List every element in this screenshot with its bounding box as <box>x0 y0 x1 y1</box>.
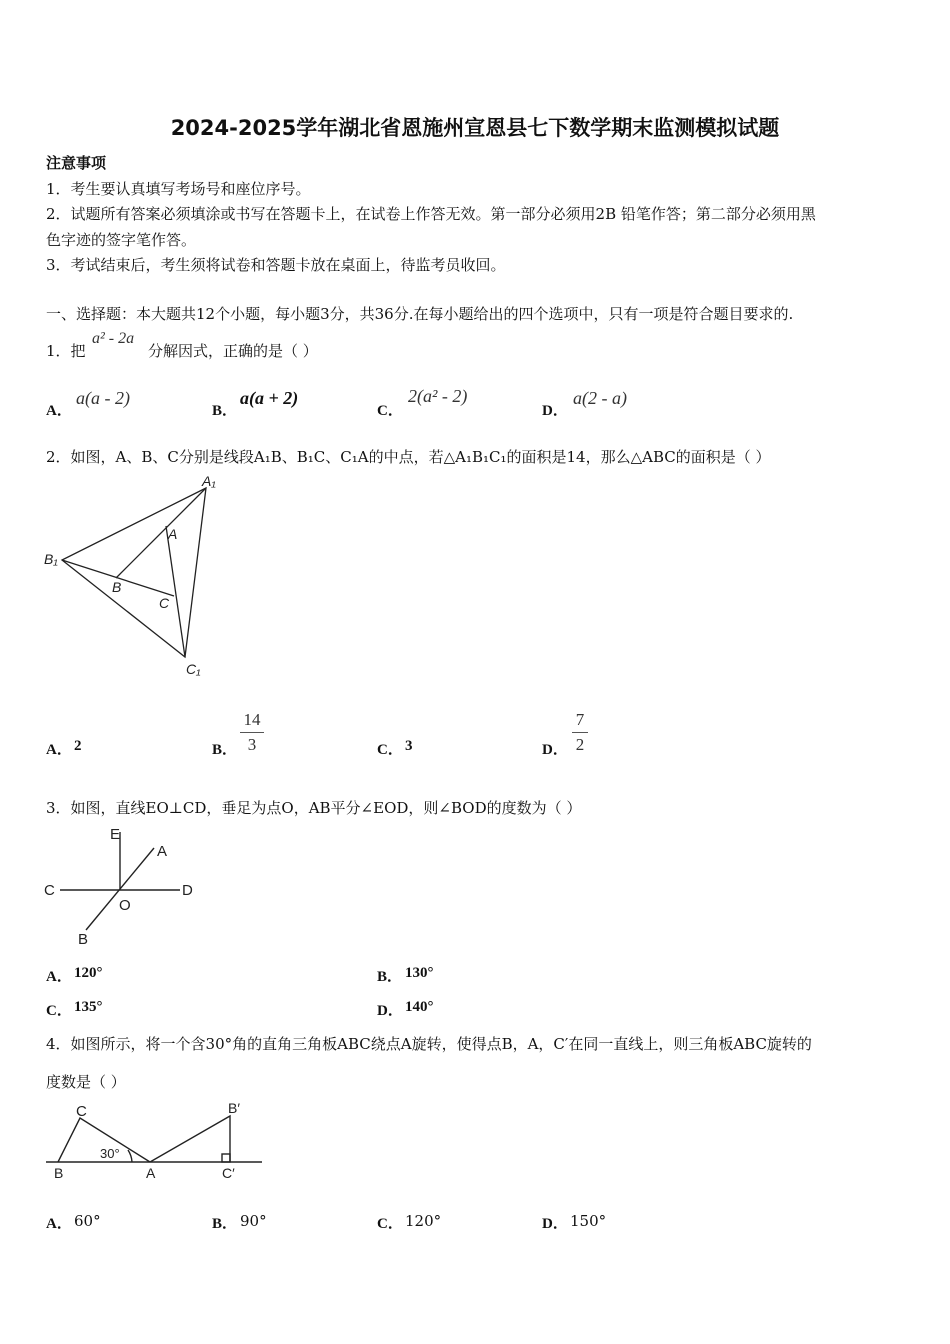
q4-text-line1: 4．如图所示，将一个含30°角的直角三角板ABC绕点A旋转，使得点B，A，C′在同一直线上，则三角板ABC旋转的 <box>46 1035 812 1053</box>
right-angle-mark <box>222 1154 230 1162</box>
q4-option-a-label: A． <box>46 1216 72 1232</box>
notice-item: 2．试题所有答案必须填涂或书写在答题卡上，在试卷上作答无效。第一部分必须用2B 铅笔作答；第二部分必须用黑 <box>46 205 816 223</box>
label-b: B <box>112 579 122 595</box>
q3-option-b-label: B． <box>377 969 403 985</box>
label-o: O <box>119 897 131 914</box>
q1-option-c-label: C． <box>377 403 403 419</box>
fraction-denominator: 2 <box>575 735 585 754</box>
fraction-bar <box>572 732 588 733</box>
label-e: E <box>110 826 121 843</box>
notice-item: 1．考生要认真填写考场号和座位序号。 <box>46 180 311 198</box>
label-b: B <box>78 931 89 948</box>
q1-option-d: a(2 - a) <box>573 388 627 408</box>
q1-option-a-label: A． <box>46 403 72 419</box>
label-a: A <box>168 526 178 542</box>
triangle-ab-prime-c-prime <box>150 1116 230 1162</box>
q4-option-c-label: C． <box>377 1216 403 1232</box>
q2-option-c-label: C． <box>377 742 403 758</box>
q3-option-d-label: D． <box>377 1003 403 1019</box>
q2-option-d-label: D． <box>542 742 568 758</box>
q1-option-d-label: D． <box>542 403 568 419</box>
label-c1: C₁ <box>186 661 201 677</box>
q3-option-d: 140° <box>405 999 434 1015</box>
segment-c1a <box>166 526 185 657</box>
q3-option-c-label: C． <box>46 1003 72 1019</box>
q2-option-b-fraction <box>240 710 264 755</box>
q1-option-b-label: B． <box>212 403 238 419</box>
notice-item: 3．考试结束后，考生须将试卷和答题卡放在桌面上，待监考员收回。 <box>46 256 506 274</box>
label-a: A <box>146 1165 156 1181</box>
label-b1: B₁ <box>44 551 58 567</box>
label-angle: 30° <box>100 1146 120 1161</box>
q4-option-c: 120° <box>405 1212 442 1230</box>
q3-text: 3．如图，直线EO⊥CD，垂足为点O，AB平分∠EOD，则∠BOD的度数为（ ） <box>46 799 582 817</box>
fraction-numerator: 7 <box>575 710 585 729</box>
q3-option-c: 135° <box>74 999 103 1015</box>
q3-figure <box>40 822 210 952</box>
q1-expression: a² - 2a <box>92 330 135 347</box>
q4-option-d: 150° <box>570 1212 607 1230</box>
page-title: 2024-2025学年湖北省恩施州宣恩县七下数学期末监测模拟试题 <box>170 116 780 140</box>
fraction-numerator: 14 <box>243 710 261 729</box>
label-b: B <box>54 1165 64 1181</box>
q4-option-b-label: B． <box>212 1216 238 1232</box>
q1-option-a: a(a - 2) <box>76 388 130 408</box>
q2-option-d-fraction <box>572 710 588 755</box>
q3-option-b: 130° <box>405 965 434 981</box>
q4-option-b: 90° <box>240 1212 267 1230</box>
label-a1: A₁ <box>202 473 216 489</box>
fraction-denominator: 3 <box>247 735 257 754</box>
notice-heading: 注意事项 <box>46 154 107 172</box>
label-d: D <box>182 882 193 899</box>
q3-option-a-label: A． <box>46 969 72 985</box>
label-c: C <box>44 882 55 899</box>
fraction-bar <box>240 732 264 733</box>
q4-option-a: 60° <box>74 1212 101 1230</box>
notice-item: 色字迹的签字笔作答。 <box>46 231 197 249</box>
q1-suffix: 分解因式，正确的是（ ） <box>148 342 318 360</box>
triangle-a1b1c1 <box>62 488 206 657</box>
q2-option-c: 3 <box>405 738 413 754</box>
q4-option-d-label: D． <box>542 1216 568 1232</box>
section-heading: 一、选择题：本大题共12个小题，每小题3分，共36分.在每小题给出的四个选项中，只有一项是符合题目要求的. <box>46 305 794 323</box>
segment-a1b <box>116 488 206 578</box>
label-b-prime: B′ <box>228 1100 240 1116</box>
label-a: A <box>157 843 168 860</box>
q4-text-line2: 度数是（ ） <box>46 1073 126 1091</box>
q2-figure <box>40 470 240 685</box>
label-c: C <box>159 595 170 611</box>
label-c: C <box>76 1103 87 1120</box>
q1-prefix: 1．把 <box>46 342 86 360</box>
q2-option-a-label: A． <box>46 742 72 758</box>
q2-option-a: 2 <box>74 738 82 754</box>
q2-text: 2．如图，A、B、C分别是线段A₁B、B₁C、C₁A的中点，若△A₁B₁C₁的面积是14，那么△ABC的面积是（ ） <box>46 448 771 466</box>
label-c-prime: C′ <box>222 1165 235 1181</box>
q4-figure <box>40 1094 270 1194</box>
q2-option-b-label: B． <box>212 742 238 758</box>
angle-arc <box>128 1150 132 1162</box>
q3-option-a: 120° <box>74 965 103 981</box>
q1-option-b: a(a + 2) <box>240 388 299 408</box>
q1-option-c: 2(a² - 2) <box>408 386 468 406</box>
